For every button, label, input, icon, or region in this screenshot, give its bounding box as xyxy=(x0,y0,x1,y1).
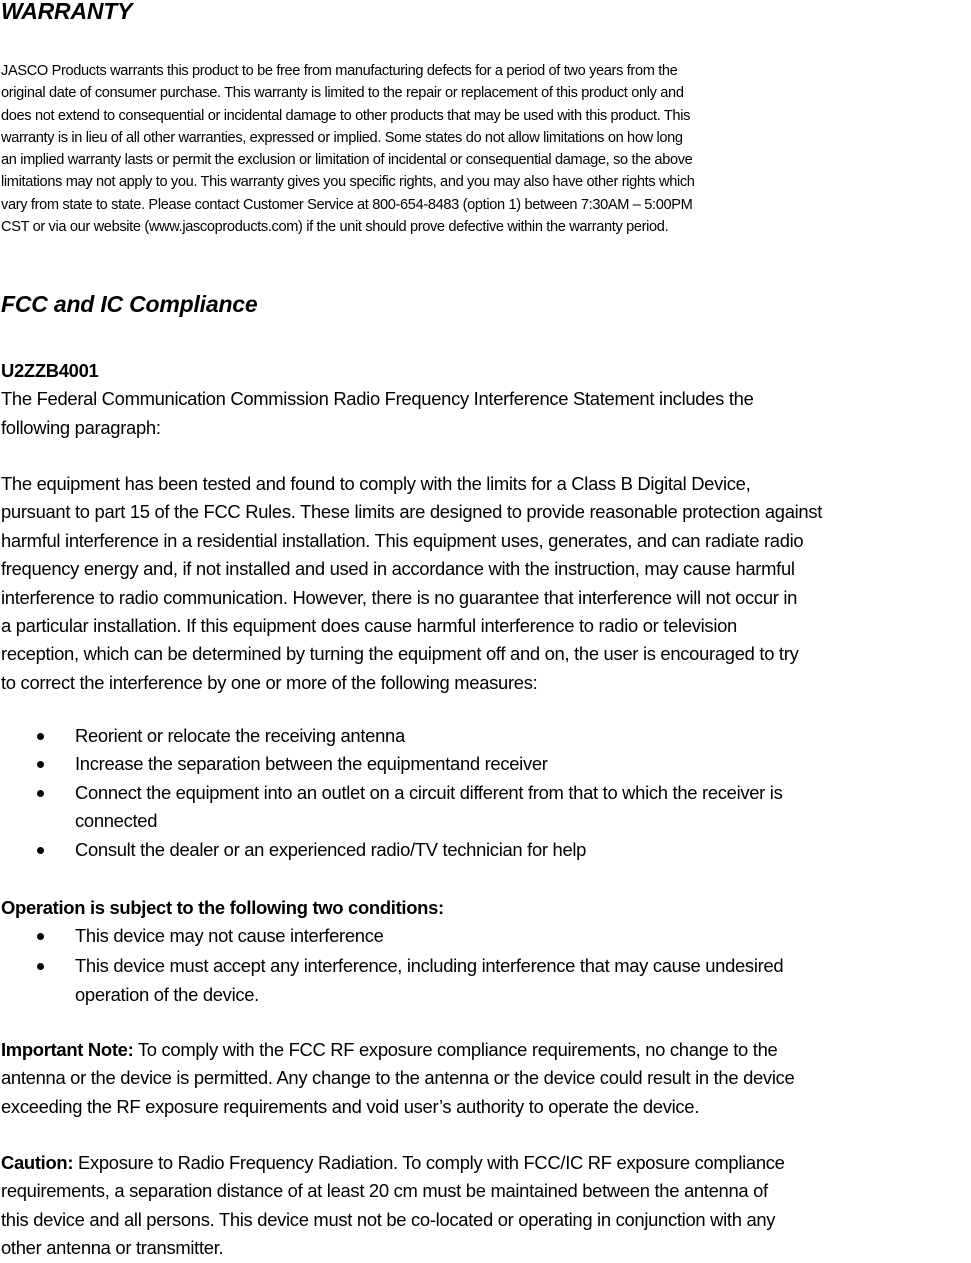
caution-text: this device and all persons. This device must not be co-located or operating in conjunction with any xyxy=(1,1208,776,1230)
measure-text: Reorient or relocate the receiving antenna xyxy=(75,725,405,746)
statement-line: interference to radio communication. However, there is no guarantee that interference will not occur in xyxy=(1,586,798,608)
model-id: U2ZZB4001 xyxy=(1,360,99,381)
fcc-heading: FCC and IC Compliance xyxy=(1,291,258,317)
important-note-label: Important Note: xyxy=(1,1039,134,1060)
caution-text: requirements, a separation distance of at least 20 cm must be maintained between the antenna of xyxy=(1,1180,768,1202)
caution-text: other antenna or transmitter. xyxy=(1,1237,224,1259)
warranty-paragraph xyxy=(1,60,969,238)
statement-line: reception, which can be determined by turning the equipment off and on, the user is encouraged to try xyxy=(1,643,799,665)
caution-label: Caution: xyxy=(1,1152,74,1173)
important-note-text: antenna or the device is permitted. Any change to the antenna or the device could result in the device xyxy=(1,1067,795,1089)
measure-text: Consult the dealer or an experienced radio/TV technician for help xyxy=(75,838,587,860)
statement-line: harmful interference in a residential installation. This equipment uses, generates, and can radiate radio xyxy=(1,529,804,551)
measures-list xyxy=(0,722,969,864)
warranty-line: does not extend to consequential or incidental damage to other products that may be used with this product. This xyxy=(1,107,691,124)
statement-line: The equipment has been tested and found to comply with the limits for a Class B Digital Device, xyxy=(1,473,751,494)
condition-text: This device must accept any interference, including interference that may cause undesired xyxy=(75,955,784,977)
list-item xyxy=(0,952,969,1009)
measure-text: Increase the separation between the equipmentand receiver xyxy=(75,753,548,775)
bullet-icon xyxy=(37,790,44,797)
warranty-line: JASCO Products warrants this product to be free from manufacturing defects for a period of two years from the xyxy=(1,63,678,79)
intro-line: following paragraph: xyxy=(1,416,161,438)
important-note xyxy=(1,1036,970,1121)
statement-line: pursuant to part 15 of the FCC Rules. These limits are designed to provide reasonable protection against xyxy=(1,501,823,523)
bullet-icon xyxy=(37,963,44,970)
statement-line: a particular installation. If this equipment does cause harmful interference to radio or television xyxy=(1,615,737,637)
condition-text: operation of the device. xyxy=(75,983,259,1005)
bullet-icon xyxy=(37,847,44,854)
list-item xyxy=(0,922,969,950)
list-item xyxy=(0,750,969,778)
important-note-text: exceeding the RF exposure requirements and void user’s authority to operate the device. xyxy=(1,1095,700,1117)
conditions-list xyxy=(0,922,969,1009)
caution-note xyxy=(1,1149,970,1263)
warranty-line: CST or via our website (www.jascoproducts.com) if the unit should prove defective within the warranty period. xyxy=(1,219,669,236)
bullet-icon xyxy=(37,733,44,740)
important-note-text: To comply with the FCC RF exposure compliance requirements, no change to the xyxy=(133,1039,778,1060)
warranty-line: original date of consumer purchase. This warranty is limited to the repair or replacement of this product only and xyxy=(1,85,684,102)
warranty-line: an implied warranty lasts or permit the exclusion or limitation of incidental or consequential damage, so the above xyxy=(1,152,693,169)
fcc-intro xyxy=(1,357,970,442)
statement-line: to correct the interference by one or more of the following measures: xyxy=(1,671,538,693)
measure-text: Connect the equipment into an outlet on a circuit different from that to which the receiver is xyxy=(75,781,783,803)
condition-text: This device may not cause interference xyxy=(75,925,384,946)
statement-line: frequency energy and, if not installed and used in accordance with the instruction, may cause harmful xyxy=(1,558,795,580)
warranty-line: vary from state to state. Please contact Customer Service at 800-654-8483 (option 1) between 7:30AM – 5:00PM xyxy=(1,196,693,213)
bullet-icon xyxy=(37,933,44,940)
bullet-icon xyxy=(37,761,44,768)
measure-text: connected xyxy=(75,810,158,832)
fcc-statement xyxy=(1,470,970,697)
warranty-heading: WARRANTY xyxy=(1,0,133,24)
warranty-line: limitations may not apply to you. This warranty gives you specific rights, and you may also have other rights which xyxy=(1,174,695,191)
caution-text: Exposure to Radio Frequency Radiation. To comply with FCC/IC RF exposure compliance xyxy=(73,1152,785,1173)
warranty-line: warranty is in lieu of all other warranties, expressed or implied. Some states do not allow limitations on how long xyxy=(1,129,683,146)
list-item xyxy=(0,722,969,750)
list-item xyxy=(0,779,969,836)
intro-line: The Federal Communication Commission Radio Frequency Interference Statement includes the xyxy=(1,388,754,410)
list-item xyxy=(0,836,969,864)
conditions-heading: Operation is subject to the following two conditions: xyxy=(1,897,444,918)
